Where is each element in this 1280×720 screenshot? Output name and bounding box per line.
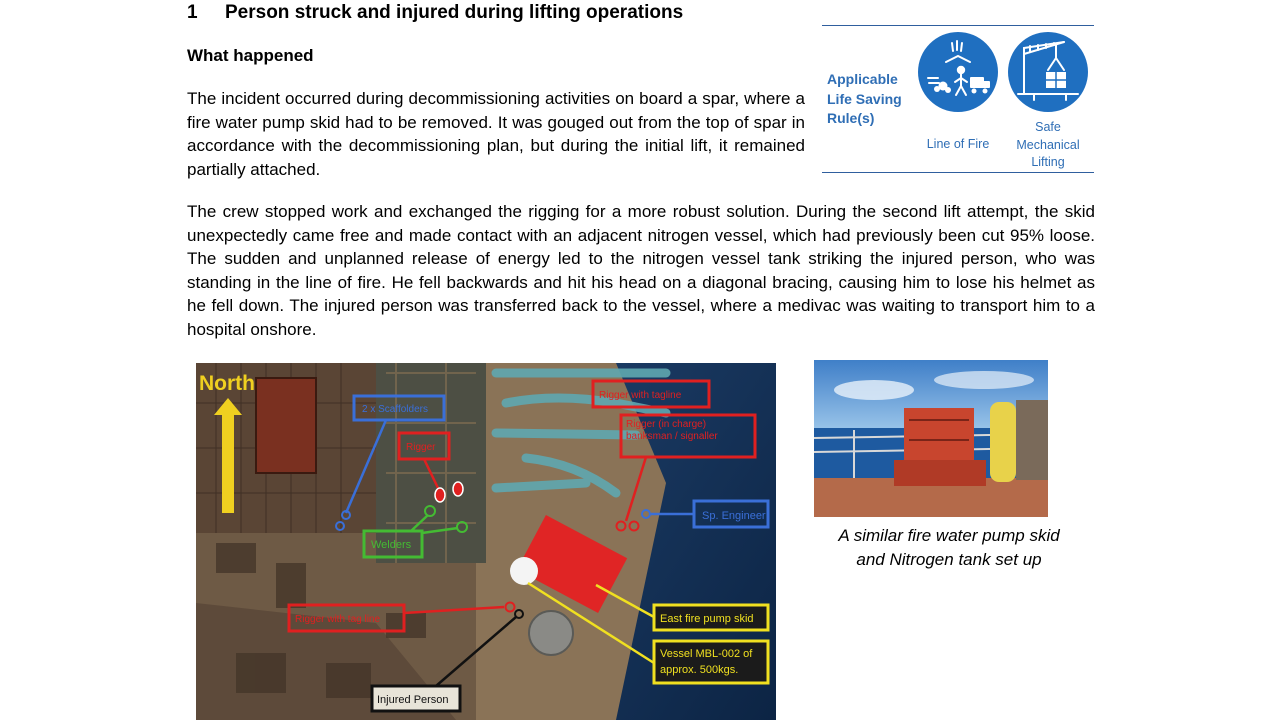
label-east-fire-pump-skid: East fire pump skid bbox=[660, 613, 754, 625]
paragraph-2: The crew stopped work and exchanged the rigging for a more robust solution. During the second lift attempt, the skid unexpectedly came free and made contact with an adjacent nitrogen vessel, which had previously been cut 95% loose. The sudden and unplanned release of energy led to the nitrogen vessel tank striking the injured person, who was standing in the line of fire. He fell backwards and hit his head on a diagonal bracing, causing him to lose his helmet as he fell down. The injured person was transferred back to the vessel, where a medivac was waiting to transport him to a hospital onshore. bbox=[187, 202, 1095, 339]
safe-mechanical-lifting-label bbox=[1003, 119, 1093, 172]
label-sp-engineer: Sp. Engineer bbox=[702, 510, 766, 522]
paragraph-1: The incident occurred during decommissioning activities on board a spar, where a fire water pump skid had to be removed. It was gouged out from the top of spar in accordance with the decommissioning plan, but during the initial lift, it remained partially attached. bbox=[187, 89, 805, 179]
lsr-title-line-3: Rule(s) bbox=[827, 110, 875, 126]
label-rigger-tag-line: Rigger with tag line bbox=[295, 614, 381, 625]
caption-line-1: A similar fire water pump skid bbox=[838, 526, 1060, 545]
life-saving-rules-panel bbox=[822, 25, 1094, 173]
nitrogen-tank bbox=[990, 402, 1016, 482]
label-rigger: Rigger bbox=[406, 442, 436, 453]
annotated-site-photo bbox=[196, 363, 776, 720]
label-scaffolders: 2 x Scaffolders bbox=[362, 404, 428, 415]
section-title: Person struck and injured during lifting operations bbox=[225, 2, 684, 23]
label-north: North bbox=[199, 372, 255, 395]
nitrogen-vessel bbox=[510, 557, 538, 585]
section-heading bbox=[187, 2, 683, 24]
section-number: 1 bbox=[187, 2, 198, 23]
caption-line-2: and Nitrogen tank set up bbox=[856, 550, 1042, 569]
label-injured-person: Injured Person bbox=[377, 694, 449, 706]
sml-label-line-2: Mechanical bbox=[1016, 137, 1080, 152]
label-welders: Welders bbox=[371, 539, 412, 551]
sml-label-line-3: Lifting bbox=[1031, 155, 1065, 169]
sml-label-line-1: Safe bbox=[1035, 120, 1061, 134]
what-happened-heading: What happened bbox=[187, 46, 314, 65]
lsr-title-line-1: Applicable bbox=[827, 71, 898, 87]
lsr-title-line-2: Life Saving bbox=[827, 90, 902, 107]
similar-setup-photo bbox=[814, 360, 1048, 517]
line-of-fire-icon bbox=[918, 32, 998, 112]
tank-top bbox=[529, 611, 573, 655]
label-rigger-tagline: Rigger with tagline bbox=[599, 390, 682, 401]
label-vessel-line-2: approx. 500kgs. bbox=[660, 664, 739, 676]
life-saving-rules-title bbox=[827, 70, 902, 129]
label-vessel-line-1: Vessel MBL-002 of bbox=[660, 648, 753, 660]
line-of-fire-label: Line of Fire bbox=[926, 137, 990, 151]
label-rigger-signaller: Rigger (in charge) banksman / signaller bbox=[626, 419, 718, 442]
photo-caption bbox=[790, 524, 1108, 572]
skip-bin bbox=[256, 378, 316, 473]
safe-mechanical-lifting-icon bbox=[1008, 32, 1088, 112]
